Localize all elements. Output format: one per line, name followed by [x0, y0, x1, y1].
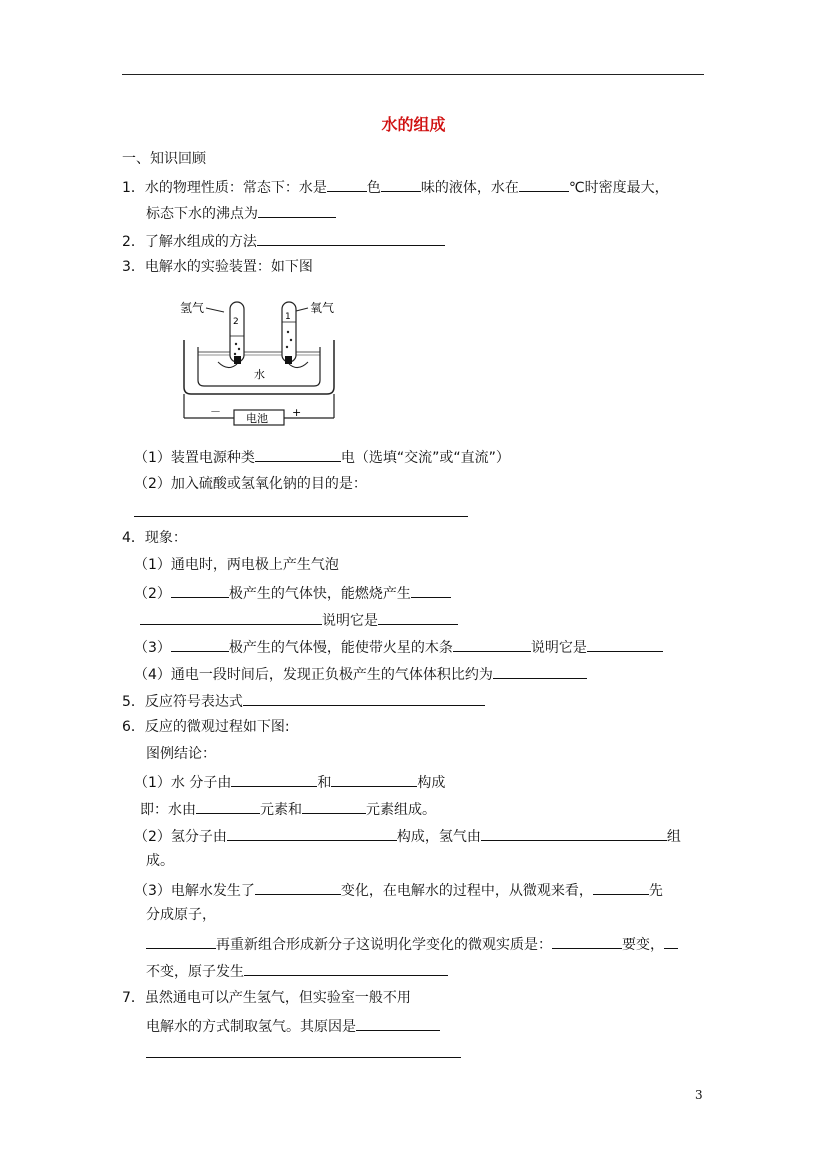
blank-atom-behavior[interactable]	[244, 961, 448, 976]
q6-sub3-text-f: 要变，	[622, 937, 664, 953]
question-4-sub-3	[134, 637, 663, 657]
question-6-sub-3-line-1	[134, 880, 663, 900]
blank-change-type[interactable]	[255, 880, 341, 895]
question-6-sub-2-line-2: 成。	[146, 853, 174, 869]
blank-splint-result[interactable]	[453, 637, 531, 652]
blank-reason-continued[interactable]	[146, 1057, 461, 1058]
page-number: 3	[695, 1088, 703, 1102]
q6-sub1-text-e: 元素和	[260, 802, 302, 818]
tube-right-mark: 1	[285, 312, 291, 322]
question-4-sub-1: （1）通电时，两电极上产生气泡	[134, 557, 339, 573]
blank-first-split[interactable]	[593, 880, 649, 895]
question-4-sub-2-line-1	[134, 583, 451, 603]
water-label: 水	[254, 368, 265, 381]
blank-hydrogen-gas[interactable]	[481, 826, 667, 841]
blank-method[interactable]	[257, 231, 445, 246]
q6-sub3-text-a: （3）电解水发生了	[134, 883, 255, 899]
question-6: 6．反应的微观过程如下图:	[122, 719, 290, 735]
q6-sub1-text-d: 即：水由	[140, 802, 196, 818]
negative-sign: －	[210, 405, 221, 418]
q4-sub4-text: （4）通电一段时间后，发现正负极产生的气体体积比约为	[134, 667, 493, 683]
blank-reason[interactable]	[356, 1016, 440, 1031]
question-4-sub-4	[134, 664, 587, 684]
question-3: 3．电解水的实验装置：如下图	[122, 259, 313, 275]
q1-text-a: 1．水的物理性质：常态下：水是	[122, 180, 327, 196]
blank-what-unchanged[interactable]	[664, 934, 678, 949]
blank-element-2[interactable]	[302, 799, 366, 814]
q6-sub1-text-b: 和	[317, 775, 332, 791]
blank-element-1[interactable]	[196, 799, 260, 814]
question-7-line-1: 7．虽然通电可以产生氢气，但实验室一般不用	[122, 990, 411, 1006]
section-heading: 一、知识回顾	[122, 151, 206, 167]
question-6-sub-2-line-1	[134, 826, 681, 846]
q4-sub3-text-b: 极产生的气体慢，能使带火星的木条	[228, 640, 453, 656]
question-1-line-1	[122, 177, 669, 197]
question-6-sub-1-line-1	[134, 772, 445, 792]
page-title: 水的组成	[381, 115, 446, 134]
blank-what-changes[interactable]	[552, 934, 622, 949]
q4-sub2-text-b: 极产生的气体快，能燃烧产生	[228, 586, 411, 602]
blank-flame-color[interactable]	[411, 583, 451, 598]
question-2	[122, 231, 445, 251]
q6-sub3-text-g: 不变，原子发生	[146, 964, 244, 980]
q1-text-b: 色	[366, 180, 381, 196]
blank-power-type[interactable]	[255, 447, 341, 462]
q4-sub3-text-a: （3）	[134, 640, 171, 656]
electrolysis-apparatus-figure	[178, 292, 338, 427]
blank-water-component-1[interactable]	[231, 772, 317, 787]
q4-sub2-text-a: （2）	[134, 586, 171, 602]
question-5	[122, 691, 485, 711]
positive-sign: +	[292, 406, 302, 419]
q6-sub2-text-b: 构成，氢气由	[396, 829, 481, 845]
question-6-sub-1-line-2	[140, 799, 436, 819]
question-6-sub-3-line-3	[146, 934, 678, 954]
blank-taste[interactable]	[381, 177, 421, 192]
q6-sub2-text-c: 组	[666, 829, 681, 845]
blank-recombine[interactable]	[146, 934, 216, 949]
q3-sub1-text-a: （1）装置电源种类	[134, 450, 255, 466]
blank-electrode-fast[interactable]	[171, 583, 229, 598]
blank-water-component-2[interactable]	[331, 772, 417, 787]
question-6-sub-3-line-2: 分成原子，	[146, 907, 216, 923]
q6-sub3-text-b: 变化，在电解水的过程中，从微观来看，	[340, 883, 593, 899]
blank-reaction-equation[interactable]	[243, 691, 485, 706]
question-4: 4．现象：	[122, 530, 187, 546]
oxygen-label: 氧气	[310, 301, 335, 315]
question-1-line-2	[146, 203, 336, 223]
blank-density-temp[interactable]	[519, 177, 569, 192]
battery-label: 电池	[246, 412, 268, 425]
question-6-sub-3-line-4	[146, 961, 448, 981]
question-6-legend: 图例结论：	[146, 746, 216, 762]
q1-text-c: 味的液体，水在	[420, 180, 519, 196]
q6-sub1-text-f: 元素组成。	[366, 802, 436, 818]
blank-volume-ratio[interactable]	[493, 664, 587, 679]
q6-sub2-text-a: （2）氢分子由	[134, 829, 227, 845]
tube-left-mark: 2	[233, 317, 239, 327]
hydrogen-label: 氢气	[180, 301, 205, 315]
question-3-sub-2: （2）加入硫酸或氢氧化钠的目的是：	[134, 476, 367, 492]
q6-sub3-text-c: 先	[648, 883, 663, 899]
q1-text-e: 标态下水的沸点为	[146, 206, 258, 222]
q1-text-d: ℃时密度最大，	[568, 180, 669, 196]
q7-text-b: 电解水的方式制取氢气。其原因是	[146, 1019, 356, 1035]
blank-gas-identity-1[interactable]	[378, 610, 458, 625]
question-4-sub-2-line-2	[140, 610, 458, 630]
q5-text: 5．反应符号表达式	[122, 694, 243, 710]
question-7-line-2	[146, 1016, 440, 1036]
q6-sub1-text-a: （1）水 分子由	[134, 775, 232, 791]
blank-gas-identity-2[interactable]	[587, 637, 663, 652]
header-rule	[122, 74, 704, 75]
q4-sub2-text-c: 说明它是	[322, 613, 378, 629]
blank-electrode-slow[interactable]	[171, 637, 229, 652]
q2-text: 2．了解水组成的方法	[122, 234, 257, 250]
q6-sub1-text-c: 构成	[417, 775, 446, 791]
blank-flame-desc[interactable]	[140, 610, 322, 625]
q6-sub3-text-e: 再重新组合形成新分子这说明化学变化的微观实质是：	[216, 937, 552, 953]
q3-sub1-text-b: 电（选填“交流”或“直流”）	[340, 450, 510, 466]
question-3-sub-1	[134, 447, 510, 467]
blank-boiling-point[interactable]	[258, 203, 336, 218]
blank-color[interactable]	[327, 177, 367, 192]
blank-purpose[interactable]	[134, 516, 468, 517]
q4-sub3-text-c: 说明它是	[530, 640, 587, 656]
blank-hydrogen-molecule[interactable]	[227, 826, 397, 841]
